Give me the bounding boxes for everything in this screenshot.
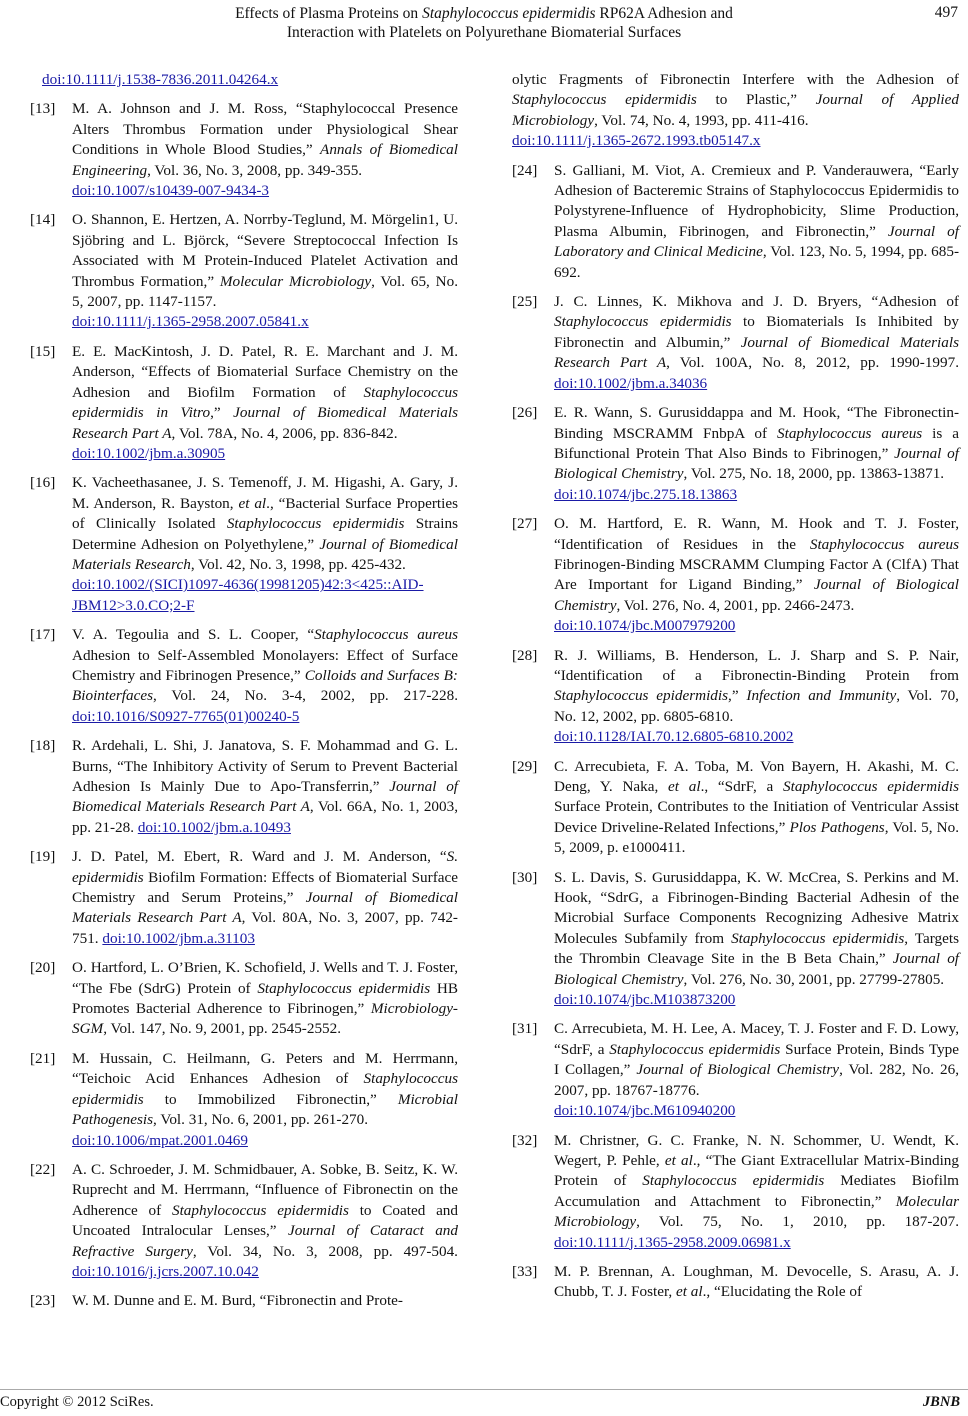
ref-journal: Journal of Applied Microbiology <box>512 91 959 129</box>
title-italic: Staphylococcus epidermidis <box>422 5 596 22</box>
ref-italic: et al <box>238 494 267 512</box>
ref-text: Strains Determine Adhesion on Polyethylene,” <box>72 515 458 553</box>
doi-link[interactable]: doi:10.1016/j.jcrs.2007.10.042 <box>72 1262 259 1280</box>
ref-text: to Plastic,” <box>696 91 816 109</box>
ref-text: Adhesion to Self-Assembled Monolayers: Effect of Surface Chemistry and Fibrinogen Presence,” <box>72 646 458 684</box>
ref-text: , Vol. 78A, No. 4, 2006, pp. 836-842. <box>171 424 398 442</box>
ref-text: , Vol. 276, No. 4, 2001, pp. 2466-2473. <box>616 596 855 614</box>
running-title <box>0 4 968 42</box>
ref-journal: Journal of Biological Chemistry <box>554 950 960 988</box>
ref-journal: Journal of Laboratory and Clinical Medicine <box>554 222 959 261</box>
ref-journal: Microbial Pathogenesis <box>72 1090 458 1129</box>
ref-text: Surface Protein, Binds Type I Collagen,” <box>554 1040 959 1079</box>
reference-entry <box>512 757 959 859</box>
ref-journal: Journal of Biomedical Materials Research Part A <box>72 889 458 927</box>
doi-link[interactable]: doi:10.1111/j.1538-7836.2011.04264.x <box>42 71 279 88</box>
page-number: 497 <box>934 4 958 21</box>
reference-entry <box>30 1160 458 1282</box>
ref-text: , Vol. 147, No. 9, 2001, pp. 2545-2552. <box>103 1020 342 1038</box>
title-text: RP62A Adhesion and <box>595 5 733 22</box>
ref-text: , Vol. 31, No. 6, 2001, pp. 261-270. <box>153 1111 369 1129</box>
reference-entry <box>512 514 959 636</box>
ref-text: O. Shannon, E. Hertzen, A. Norrby-Teglund, M. Mörgelin1, U. Sjöbring and L. Björck, “Severe Streptococcal Infection Is Associated with M Protein-Induced Platelet Activation and Thrombus Formation,” <box>72 211 458 290</box>
ref-text: O. Hartford, L. O’Brien, K. Schofield, J. Wells and T. J. Foster, “The Fbe (SdrG) Protein of <box>72 959 458 997</box>
ref-journal: Journal of Cataract and Refractive Surgery <box>72 1222 458 1260</box>
doi-link[interactable]: doi:10.1074/jbc.275.18.13863 <box>554 485 738 503</box>
reference-continuation <box>30 70 458 90</box>
ref-italic: S. epidermidis <box>72 848 458 886</box>
ref-text: E. E. MacKintosh, J. D. Patel, R. E. Marchant and J. M. Anderson, “Effects of Biomaterial Surface Chemistry on the Adhesion and Biofilm Formation of <box>72 342 458 401</box>
ref-italic: Staphylococcus epidermidis <box>783 778 959 795</box>
reference-entry <box>30 847 458 949</box>
reference-number: [28] <box>512 646 538 664</box>
reference-entry <box>30 1049 458 1151</box>
ref-text: , Vol. 123, No. 5, 1994, pp. 685-692. <box>554 243 959 281</box>
doi-link[interactable]: doi:10.1128/IAI.70.12.6805-6810.2002 <box>554 728 794 746</box>
title-text-line2: Interaction with Platelets on Polyurethane Biomaterial Surfaces <box>286 24 682 41</box>
running-header <box>0 0 968 42</box>
reference-number: [23] <box>30 1292 56 1310</box>
reference-number: [18] <box>30 737 56 755</box>
ref-text: , Vol. 36, No. 3, 2008, pp. 349-355. <box>147 161 363 179</box>
reference-entry <box>30 473 458 616</box>
ref-text: M. A. Johnson and J. M. Ross, “Staphylococcal Presence Alters Thrombus Formation under Physiological Shear Conditions in Whole Blood Studies,” <box>72 100 458 159</box>
ref-text: , Vol. 74, No. 4, 1993, pp. 411-416. <box>594 111 809 129</box>
reference-number: [14] <box>30 211 56 229</box>
ref-italic: Staphylococcus epidermidis <box>512 91 697 109</box>
ref-journal: Journal of Biomedical Materials Research Part A <box>72 778 459 816</box>
ref-journal: Journal of Biological Chemistry <box>636 1061 840 1079</box>
ref-text: , Vol. 80A, No. 3, 2007, pp. 742-751. <box>72 909 458 947</box>
reference-number: [15] <box>30 342 56 360</box>
ref-text: R. Ardehali, L. Shi, J. Janatova, S. F. Mohammad and G. L. Burns, “The Inhibitory Activity of Serum to Prevent Bacterial Adhesion Is Mainly Due to Apo-Transferrin,” <box>72 737 458 795</box>
reference-number: [16] <box>30 474 56 492</box>
ref-text: K. Vacheethasanee, J. S. Temenoff, J. M. Higashi, A. Gary, J. M. Anderson, R. Bayston, <box>72 474 458 512</box>
ref-text: , Vol. 66A, No. 1, 2003, pp. 21-28. <box>72 798 458 836</box>
doi-link[interactable]: doi:10.1002/jbm.a.30905 <box>72 444 226 462</box>
ref-text: , Targets the Thrombin Cleavage Site in the B Beta Chain,” <box>554 929 959 968</box>
doi-link[interactable]: doi:10.1002/jbm.a.10493 <box>137 818 291 836</box>
reference-entry <box>512 292 959 394</box>
ref-journal: Microbiology-SGM <box>72 1000 458 1038</box>
ref-italic: Staphylococcus epidermidis <box>554 687 729 705</box>
ref-text: A. C. Schroeder, J. M. Schmidbauer, A. Sobke, B. Seitz, K. W. Ruprecht and M. Herrmann, “Influence of Fibronectin on the Adherence of <box>72 1160 458 1219</box>
reference-entry <box>512 1262 959 1303</box>
reference-number: [27] <box>512 515 538 533</box>
reference-column-left <box>30 70 458 1321</box>
ref-journal: Journal of Biomedical Materials Research Part A <box>554 333 959 372</box>
ref-italic: Staphylococcus epidermidis <box>609 1040 781 1058</box>
ref-text: Biofilm Formation: Effects of Biomaterial Surface Chemistry and Serum Proteins,” <box>72 868 458 907</box>
ref-italic: Staphylococcus epidermidis <box>226 515 405 533</box>
ref-text: , Vol. 75, No. 1, 2010, pp. 187-207. <box>636 1213 959 1231</box>
reference-number: [17] <box>30 626 56 644</box>
doi-link[interactable]: doi:10.1111/j.1365-2672.1993.tb05147.x <box>512 132 761 150</box>
ref-text: , Vol. 275, No. 18, 2000, pp. 13863-13871. <box>683 465 945 483</box>
doi-link[interactable]: doi:10.1007/s10439-007-9434-3 <box>72 182 270 200</box>
ref-text: Mediates Biofilm Accumulation and Attachment to Fibronectin,” <box>554 1172 959 1210</box>
ref-italic: et al <box>664 1151 693 1169</box>
ref-text: ., “SdrF, a <box>700 778 784 795</box>
ref-journal: Journal of Biomedical Materials Research <box>72 535 458 573</box>
ref-italic: Staphylococcus aureus <box>809 535 959 553</box>
ref-text: , Vol. 100A, No. 8, 2012, pp. 1990-1997. <box>666 354 959 372</box>
ref-text: , Vol. 65, No. 5, 2007, pp. 1147-1157. <box>72 272 459 311</box>
reference-number: [13] <box>30 100 56 118</box>
ref-text: ., “Elucidating the Role of <box>702 1283 863 1301</box>
ref-text: , Vol. 5, No. 5, 2009, p. e1000411. <box>554 818 959 857</box>
ref-text: ., “Bacterial Surface Properties of Clinically Isolated <box>72 494 458 533</box>
reference-number: [26] <box>512 404 538 422</box>
doi-link[interactable]: doi:10.1111/j.1365-2958.2007.05841.x <box>72 313 309 331</box>
ref-italic: Staphylococcus epidermidis <box>72 1070 458 1108</box>
reference-number: [30] <box>512 868 538 886</box>
ref-text: Surface Protein, Contributes to the Initiation of Ventricular Assist Device Driveline-Related Infections,” <box>554 798 959 836</box>
ref-italic: Staphylococcus aureus <box>314 626 458 644</box>
reference-entry <box>512 403 959 505</box>
ref-text: to Immobilized Fibronectin,” <box>143 1090 398 1108</box>
ref-text: J. D. Patel, M. Ebert, R. Ward and J. M. Anderson, “ <box>72 848 447 866</box>
ref-text: M. Hussain, C. Heilmann, G. Peters and M. Herrmann, “Teichoic Acid Enhances Adhesion of <box>72 1049 458 1088</box>
ref-journal: Colloids and Surfaces B: Biointerfaces <box>72 666 458 705</box>
reference-number: [21] <box>30 1049 56 1067</box>
ref-journal: Journal of Biological Chemistry <box>554 576 959 614</box>
reference-entry <box>30 625 458 727</box>
doi-link[interactable]: doi:10.1074/jbc.M610940200 <box>554 1102 736 1120</box>
ref-text: V. A. Tegoulia and S. L. Cooper, “ <box>72 626 315 644</box>
ref-journal: Infection and Immunity <box>746 687 897 705</box>
ref-italic: Staphylococcus epidermidis <box>554 313 732 331</box>
reference-column-right <box>512 70 959 1312</box>
ref-italic: Staphylococcus epidermidis in Vitro <box>72 383 458 422</box>
reference-entry <box>512 868 959 1011</box>
reference-entry <box>30 210 458 332</box>
ref-text: is a Bifunctional Protein That Also Binds to Fibrinogen,” <box>554 424 960 462</box>
ref-journal: Journal of Biological Chemistry <box>554 444 960 483</box>
ref-text: ,” <box>210 404 234 422</box>
reference-number: [25] <box>512 293 538 311</box>
reference-number: [20] <box>30 959 56 977</box>
title-text: Effects of Plasma Proteins on <box>235 5 423 22</box>
ref-journal: Plos Pathogens <box>789 818 885 836</box>
ref-journal: Molecular Microbiology <box>554 1192 959 1231</box>
doi-link[interactable]: doi:10.1002/jbm.a.34036 <box>554 374 708 392</box>
doi-link[interactable]: doi:10.1002/(SICI)1097-4636(19981205)42:3<425::AID-JBM12>3.0.CO;2-F <box>72 576 424 614</box>
reference-entry <box>30 99 458 201</box>
journal-abbreviation: JBNB <box>922 1394 960 1410</box>
doi-link[interactable]: doi:10.1111/j.1365-2958.2009.06981.x <box>554 1233 791 1251</box>
ref-italic: Staphylococcus epidermidis <box>257 979 431 997</box>
ref-text: E. R. Wann, S. Gurusiddappa and M. Hook, “The Fibronectin-Binding MSCRAMM FnbpA of <box>554 404 959 442</box>
reference-number: [19] <box>30 848 56 866</box>
reference-number: [32] <box>512 1131 538 1149</box>
ref-text: HB Promotes Bacterial Adherence to Fibrinogen,” <box>72 979 458 1018</box>
reference-entry <box>512 646 959 748</box>
reference-number: [29] <box>512 757 538 775</box>
reference-continuation <box>468 70 959 152</box>
ref-text: W. M. Dunne and E. M. Burd, “Fibronectin and Prote- <box>72 1292 403 1310</box>
copyright-text: Copyright © 2012 SciRes. <box>0 1394 154 1410</box>
ref-text: , Vol. 34, No. 3, 2008, pp. 497-504. <box>192 1242 458 1260</box>
reference-entry <box>30 736 458 838</box>
ref-journal: Journal of Biomedical Materials Research Part A <box>72 404 458 442</box>
ref-text: R. J. Williams, B. Henderson, L. J. Sharp and S. P. Nair, “Identification of a Fibronectin-Binding Protein from <box>554 646 959 684</box>
ref-text: J. C. Linnes, K. Mikhova and J. D. Bryers, “Adhesion of <box>554 293 959 311</box>
page-footer <box>0 1392 968 1416</box>
ref-italic: Staphylococcus epidermidis <box>642 1172 825 1190</box>
ref-journal: Molecular Microbiology <box>219 272 372 290</box>
ref-text: to Biomaterials Is Inhibited by Fibronectin and Albumin,” <box>554 313 959 351</box>
ref-text: O. M. Hartford, E. R. Wann, M. Hook and T. J. Foster, “Identification of Residues in the <box>554 515 959 553</box>
ref-text: ,” <box>728 687 747 705</box>
doi-link[interactable]: doi:10.1006/mpat.2001.0469 <box>72 1131 248 1149</box>
ref-text: S. L. Davis, S. Gurusiddappa, K. W. McCrea, S. Perkins and M. Hook, “SdrG, a Fibrinogen-Binding Bacterial Adhesin of the Microbial Surface Components Recognizing Adhesive Matrix Molecules Subfamily from <box>554 868 959 947</box>
doi-link[interactable]: doi:10.1074/jbc.M007979200 <box>554 617 736 635</box>
ref-text: , Vol. 24, No. 3-4, 2002, pp. 217-228. <box>152 687 458 705</box>
ref-text: , Vol. 42, No. 3, 1998, pp. 425-432. <box>190 555 406 573</box>
ref-text: , Vol. 276, No. 30, 2001, pp. 27799-27805. <box>683 970 945 988</box>
ref-text: , Vol. 70, No. 12, 2002, pp. 6805-6810. <box>554 687 959 725</box>
reference-entry <box>30 342 458 464</box>
ref-text: M. P. Brennan, A. Loughman, M. Devocelle, S. Arasu, A. J. Chubb, T. J. Foster, <box>554 1262 959 1301</box>
reference-number: [33] <box>512 1262 538 1280</box>
ref-italic: Staphylococcus epidermidis <box>731 929 905 947</box>
ref-text: S. Galliani, M. Viot, A. Cremieux and P. Vanderauwera, “Early Adhesion of Bacteremic Strains of Staphylococcus Epidermidis to Polystyrene-Influence of Hydrophobicity, Slime Production, Plasma Albumin, Fibrinogen, and Fibronectin,” <box>554 161 959 240</box>
reference-number: [24] <box>512 161 538 179</box>
ref-italic: et al <box>676 1283 703 1301</box>
ref-text: C. Arrecubieta, F. A. Toba, M. Von Bayern, H. Akashi, M. C. Deng, Y. Naka, <box>554 757 959 795</box>
ref-italic: Staphylococcus epidermidis <box>171 1201 349 1219</box>
ref-text: C. Arrecubieta, M. H. Lee, A. Macey, T. J. Foster and F. D. Lowy, “SdrF, a <box>554 1020 959 1058</box>
footer-rule <box>0 1389 968 1390</box>
reference-entry <box>512 161 959 283</box>
ref-text: , Vol. 282, No. 26, 2007, pp. 18767-18776. <box>554 1061 960 1099</box>
ref-journal: Annals of Biomedical Engineering <box>72 141 458 179</box>
doi-link[interactable]: doi:10.1016/S0927-7765(01)00240-5 <box>72 707 300 725</box>
reference-number: [31] <box>512 1020 538 1038</box>
reference-entry <box>30 1291 458 1311</box>
reference-entry <box>30 958 458 1040</box>
ref-italic: et al <box>668 778 701 795</box>
doi-link[interactable]: doi:10.1074/jbc.M103873200 <box>554 991 736 1009</box>
doi-link[interactable]: doi:10.1002/jbm.a.31103 <box>102 929 255 947</box>
ref-text: to Coated and Uncoated Intralocular Lenses,” <box>72 1201 458 1240</box>
ref-italic: Staphylococcus aureus <box>777 424 923 442</box>
ref-text: ., “The Giant Extracellular Matrix-Binding Protein of <box>554 1151 959 1190</box>
ref-text: M. Christner, G. C. Franke, N. N. Schommer, U. Wendt, K. Wegert, P. Pehle, <box>554 1131 959 1169</box>
ref-text: Fibrinogen-Binding MSCRAMM Clumping Factor A (ClfA) That Are Important for Ligand Binding,” <box>554 555 959 594</box>
ref-text: olytic Fragments of Fibronectin Interfere with the Adhesion of <box>512 71 959 88</box>
reference-entry <box>512 1019 959 1121</box>
reference-entry <box>512 1131 959 1253</box>
reference-number: [22] <box>30 1160 56 1178</box>
